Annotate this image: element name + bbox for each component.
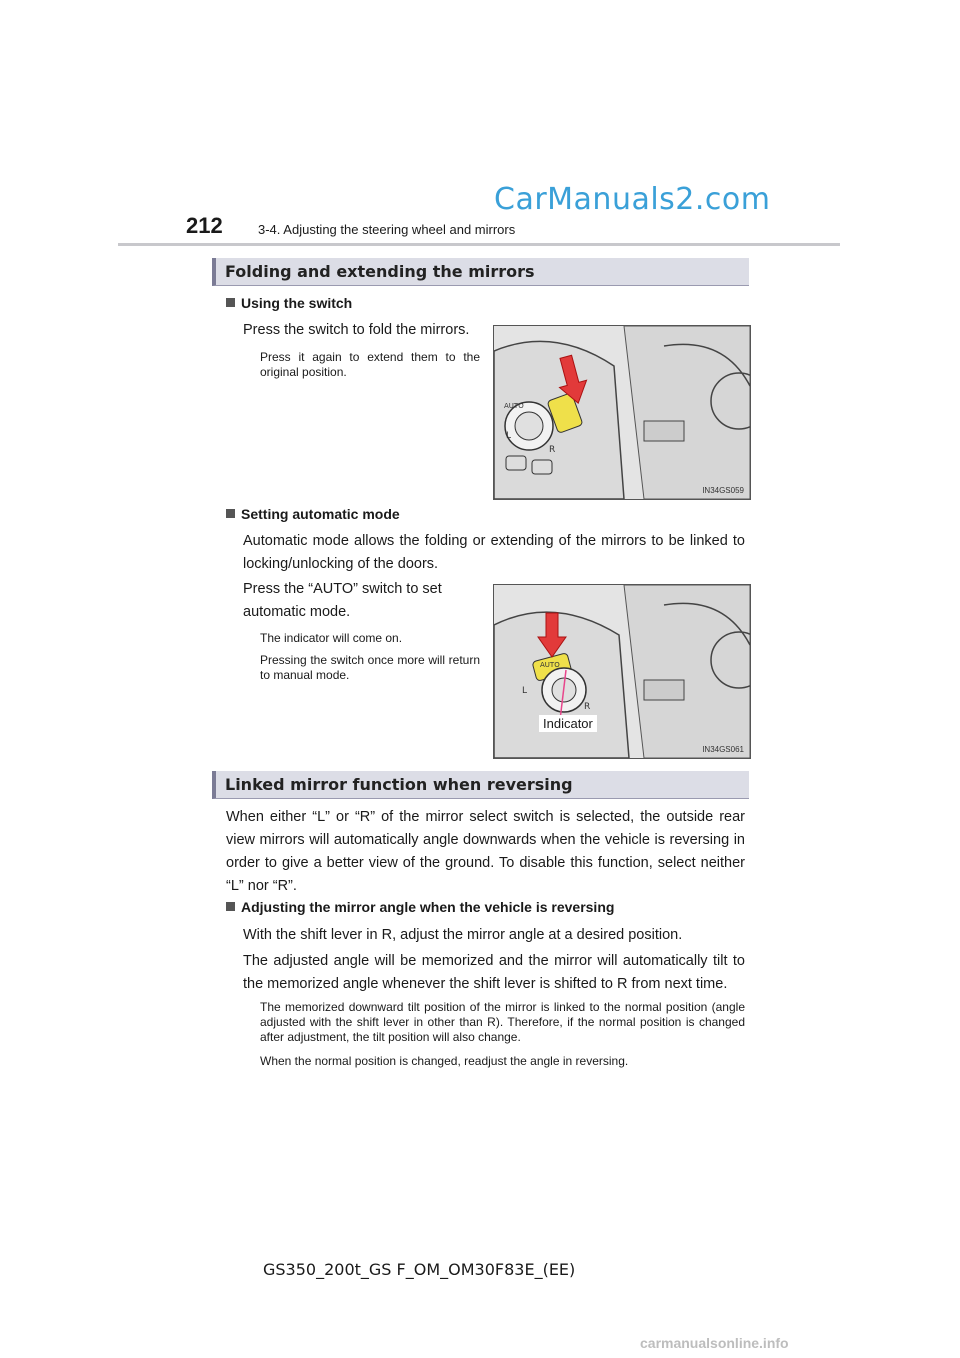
note-return-manual: Pressing the switch once more will return to manual mode. — [260, 653, 480, 682]
page-number: 212 — [186, 213, 223, 238]
svg-text:L: L — [506, 431, 512, 441]
svg-text:R: R — [549, 445, 556, 455]
linked-mirror-paragraph: When either “L” or “R” of the mirror select switch is selected, the outside rear view mirrors will automatically angle downwards when the vehicle is reversing in order to give a better view of the ground. To disable this function, select neither “L” nor “R”. — [226, 809, 745, 894]
svg-text:L: L — [522, 686, 528, 696]
square-bullet-icon — [226, 902, 235, 911]
footer-document-code: GS350_200t_GS F_OM_OM30F83E_(EE) — [263, 1260, 576, 1279]
note-readjust: When the normal position is changed, readjust the angle in reversing. — [260, 1054, 629, 1068]
section-title-linked-mirror — [212, 771, 749, 799]
square-bullet-icon — [226, 298, 235, 307]
figure-label-indicator: Indicator — [539, 715, 597, 732]
note-extend: Press it again to extend them to the original position. — [260, 350, 480, 379]
section-title-text: Folding and extending the mirrors — [225, 262, 535, 281]
figure-code: IN34GS061 — [702, 745, 744, 754]
mirror-switch-illustration — [494, 326, 750, 499]
svg-text:R: R — [584, 702, 591, 712]
section-title-text: Linked mirror function when reversing — [225, 775, 573, 794]
svg-text:AUTO: AUTO — [504, 402, 524, 410]
subheading-automatic-mode: Setting automatic mode — [226, 506, 400, 522]
section-title-folding — [212, 258, 749, 286]
watermark-footer: carmanualsonline.info — [640, 1335, 789, 1351]
instruction-memorize: The adjusted angle will be memorized and the mirror will automatically tilt to the memorized angle whenever the shift lever is shifted to R from next time. — [243, 953, 745, 992]
auto-switch-illustration — [494, 585, 750, 758]
instruction-auto: Press the “AUTO” switch to set automatic mode. — [243, 581, 442, 620]
svg-text:AUTO: AUTO — [540, 661, 560, 669]
automatic-mode-intro: Automatic mode allows the folding or extending of the mirrors to be linked to locking/unlocking of the doors. — [243, 533, 745, 572]
note-indicator-on: The indicator will come on. — [260, 631, 403, 645]
watermark-logo: CarManuals2.com — [494, 182, 771, 217]
square-bullet-icon — [226, 509, 235, 518]
figure-code: IN34GS059 — [702, 486, 744, 495]
running-head: 3-4. Adjusting the steering wheel and mirrors — [258, 222, 516, 237]
instruction-shift-lever: With the shift lever in R, adjust the mirror angle at a desired position. — [243, 927, 683, 943]
note-tilt-position: The memorized downward tilt position of the mirror is linked to the normal position (angle adjusted with the shift lever in other than R). Therefore, if the normal position is changed after adjustment, the tilt position will also change. — [260, 1000, 745, 1044]
subheading-adjusting-angle: Adjusting the mirror angle when the vehicle is reversing — [226, 899, 614, 915]
header-rule — [118, 243, 840, 246]
figure-auto-switch — [493, 584, 751, 759]
figure-mirror-switch — [493, 325, 751, 500]
instruction-fold: Press the switch to fold the mirrors. — [243, 322, 470, 338]
subheading-using-switch: Using the switch — [226, 295, 352, 311]
